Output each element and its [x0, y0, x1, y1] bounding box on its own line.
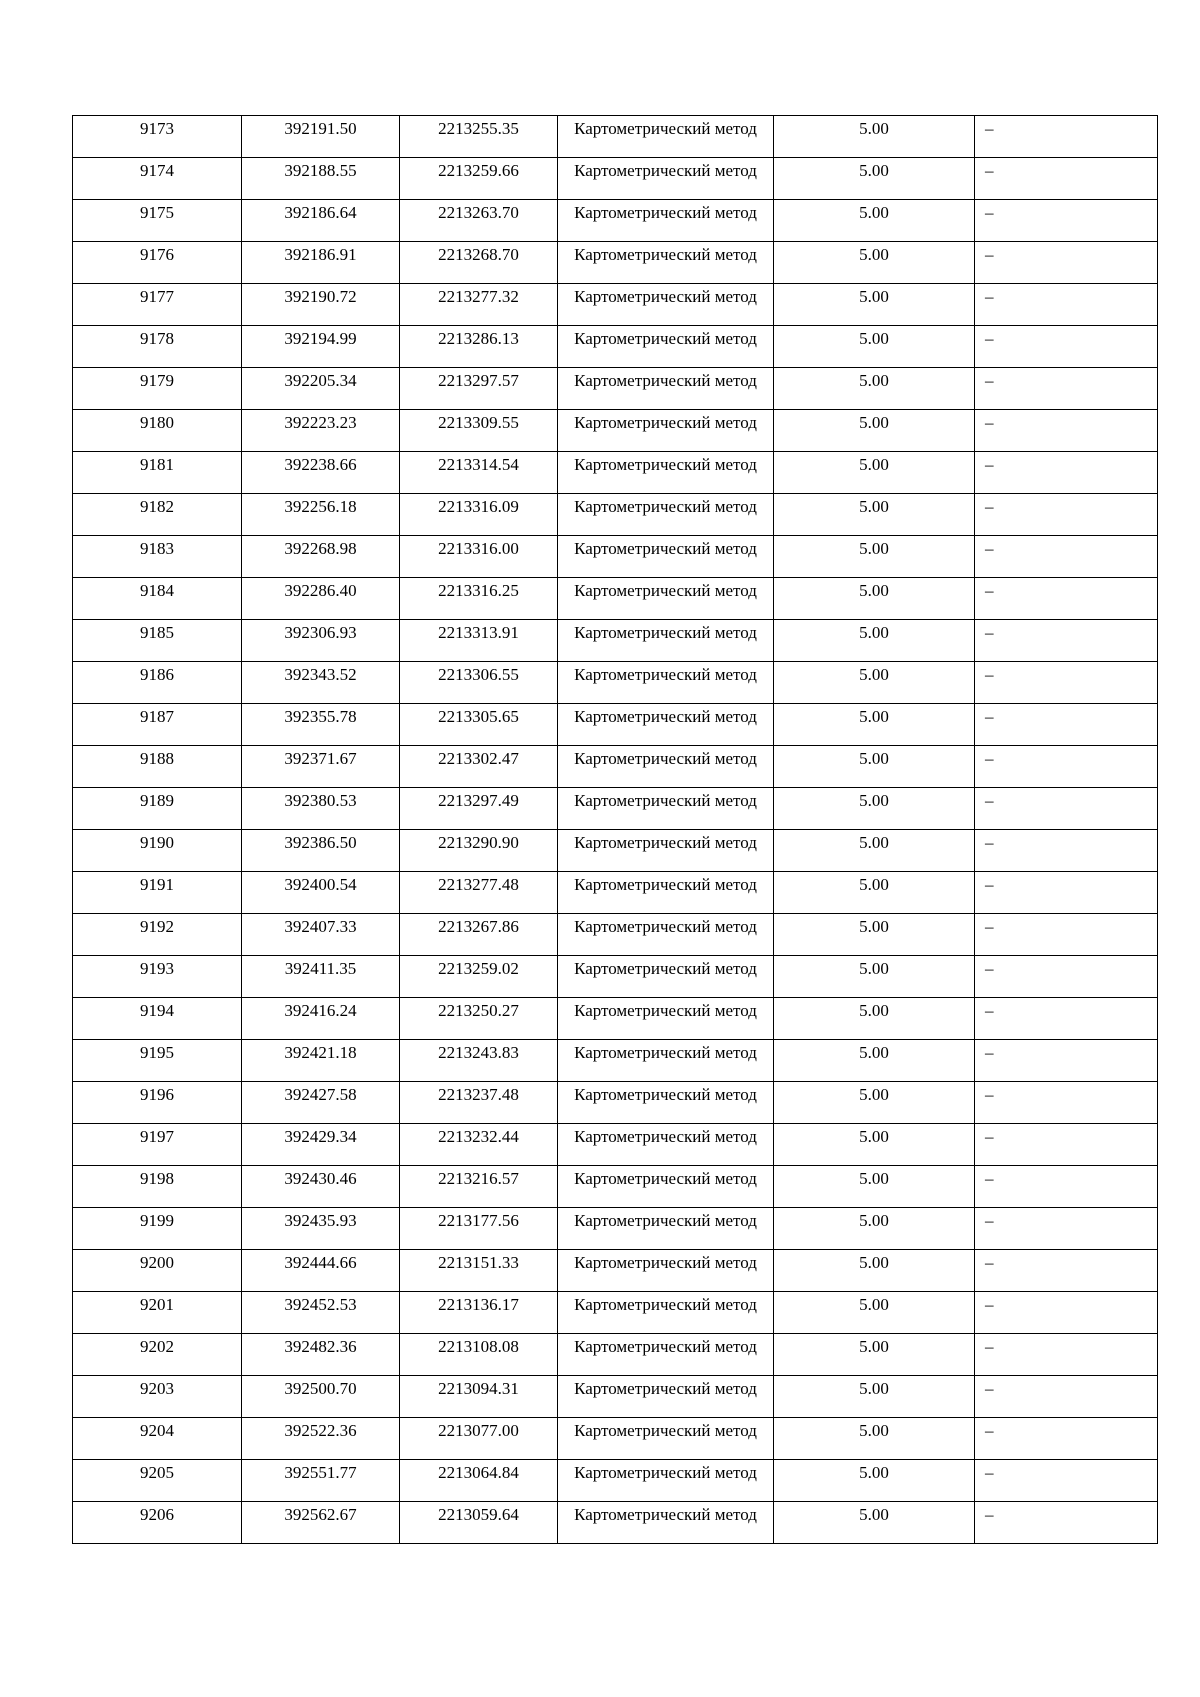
note-cell: – [975, 1376, 1158, 1418]
y-coordinate-cell: 2213259.66 [400, 158, 558, 200]
table-row [73, 956, 1158, 998]
point-number-cell: 9190 [73, 830, 242, 872]
method-cell: Картометрический метод [558, 1208, 774, 1250]
precision-cell: 5.00 [774, 914, 975, 956]
x-coordinate-cell: 392223.23 [242, 410, 400, 452]
table-row [73, 1040, 1158, 1082]
point-number-cell: 9178 [73, 326, 242, 368]
method-cell: Картометрический метод [558, 1124, 774, 1166]
precision-cell: 5.00 [774, 746, 975, 788]
note-cell: – [975, 1418, 1158, 1460]
note-cell: – [975, 200, 1158, 242]
y-coordinate-cell: 2213108.08 [400, 1334, 558, 1376]
y-coordinate-cell: 2213232.44 [400, 1124, 558, 1166]
x-coordinate-cell: 392427.58 [242, 1082, 400, 1124]
point-number-cell: 9200 [73, 1250, 242, 1292]
table-row [73, 1250, 1158, 1292]
precision-cell: 5.00 [774, 872, 975, 914]
y-coordinate-cell: 2213313.91 [400, 620, 558, 662]
table-row [73, 536, 1158, 578]
table-row [73, 368, 1158, 410]
precision-cell: 5.00 [774, 536, 975, 578]
method-cell: Картометрический метод [558, 410, 774, 452]
table-row [73, 158, 1158, 200]
method-cell: Картометрический метод [558, 914, 774, 956]
point-number-cell: 9187 [73, 704, 242, 746]
precision-cell: 5.00 [774, 158, 975, 200]
y-coordinate-cell: 2213177.56 [400, 1208, 558, 1250]
table-row [73, 326, 1158, 368]
point-number-cell: 9185 [73, 620, 242, 662]
precision-cell: 5.00 [774, 1292, 975, 1334]
y-coordinate-cell: 2213302.47 [400, 746, 558, 788]
note-cell: – [975, 1502, 1158, 1544]
precision-cell: 5.00 [774, 704, 975, 746]
table-row [73, 746, 1158, 788]
precision-cell: 5.00 [774, 242, 975, 284]
method-cell: Картометрический метод [558, 620, 774, 662]
note-cell: – [975, 326, 1158, 368]
note-cell: – [975, 368, 1158, 410]
precision-cell: 5.00 [774, 1166, 975, 1208]
precision-cell: 5.00 [774, 1208, 975, 1250]
method-cell: Картометрический метод [558, 536, 774, 578]
y-coordinate-cell: 2213243.83 [400, 1040, 558, 1082]
method-cell: Картометрический метод [558, 1166, 774, 1208]
x-coordinate-cell: 392416.24 [242, 998, 400, 1040]
precision-cell: 5.00 [774, 1040, 975, 1082]
precision-cell: 5.00 [774, 788, 975, 830]
method-cell: Картометрический метод [558, 368, 774, 410]
x-coordinate-cell: 392343.52 [242, 662, 400, 704]
x-coordinate-cell: 392186.91 [242, 242, 400, 284]
y-coordinate-cell: 2213094.31 [400, 1376, 558, 1418]
method-cell: Картометрический метод [558, 1460, 774, 1502]
point-number-cell: 9198 [73, 1166, 242, 1208]
x-coordinate-cell: 392562.67 [242, 1502, 400, 1544]
point-number-cell: 9192 [73, 914, 242, 956]
y-coordinate-cell: 2213314.54 [400, 452, 558, 494]
table-row [73, 830, 1158, 872]
point-number-cell: 9204 [73, 1418, 242, 1460]
point-number-cell: 9186 [73, 662, 242, 704]
method-cell: Картометрический метод [558, 746, 774, 788]
y-coordinate-cell: 2213077.00 [400, 1418, 558, 1460]
table-row [73, 1166, 1158, 1208]
y-coordinate-cell: 2213277.48 [400, 872, 558, 914]
x-coordinate-cell: 392371.67 [242, 746, 400, 788]
point-number-cell: 9193 [73, 956, 242, 998]
precision-cell: 5.00 [774, 1418, 975, 1460]
x-coordinate-cell: 392411.35 [242, 956, 400, 998]
note-cell: – [975, 1082, 1158, 1124]
point-number-cell: 9176 [73, 242, 242, 284]
y-coordinate-cell: 2213216.57 [400, 1166, 558, 1208]
x-coordinate-cell: 392186.64 [242, 200, 400, 242]
precision-cell: 5.00 [774, 830, 975, 872]
point-number-cell: 9181 [73, 452, 242, 494]
table-row [73, 410, 1158, 452]
note-cell: – [975, 1334, 1158, 1376]
table-row [73, 1208, 1158, 1250]
point-number-cell: 9180 [73, 410, 242, 452]
note-cell: – [975, 704, 1158, 746]
note-cell: – [975, 242, 1158, 284]
point-number-cell: 9203 [73, 1376, 242, 1418]
x-coordinate-cell: 392256.18 [242, 494, 400, 536]
y-coordinate-cell: 2213267.86 [400, 914, 558, 956]
y-coordinate-cell: 2213306.55 [400, 662, 558, 704]
method-cell: Картометрический метод [558, 788, 774, 830]
precision-cell: 5.00 [774, 998, 975, 1040]
table-row [73, 1418, 1158, 1460]
note-cell: – [975, 662, 1158, 704]
x-coordinate-cell: 392444.66 [242, 1250, 400, 1292]
y-coordinate-cell: 2213263.70 [400, 200, 558, 242]
point-number-cell: 9191 [73, 872, 242, 914]
note-cell: – [975, 1292, 1158, 1334]
x-coordinate-cell: 392205.34 [242, 368, 400, 410]
method-cell: Картометрический метод [558, 1040, 774, 1082]
table-row [73, 242, 1158, 284]
note-cell: – [975, 116, 1158, 158]
note-cell: – [975, 1460, 1158, 1502]
note-cell: – [975, 1124, 1158, 1166]
point-number-cell: 9188 [73, 746, 242, 788]
table-row [73, 872, 1158, 914]
point-number-cell: 9184 [73, 578, 242, 620]
y-coordinate-cell: 2213286.13 [400, 326, 558, 368]
precision-cell: 5.00 [774, 116, 975, 158]
note-cell: – [975, 788, 1158, 830]
y-coordinate-cell: 2213316.09 [400, 494, 558, 536]
precision-cell: 5.00 [774, 1124, 975, 1166]
y-coordinate-cell: 2213290.90 [400, 830, 558, 872]
x-coordinate-cell: 392268.98 [242, 536, 400, 578]
method-cell: Картометрический метод [558, 494, 774, 536]
point-number-cell: 9202 [73, 1334, 242, 1376]
y-coordinate-cell: 2213316.25 [400, 578, 558, 620]
table-row [73, 452, 1158, 494]
note-cell: – [975, 830, 1158, 872]
x-coordinate-cell: 392429.34 [242, 1124, 400, 1166]
point-number-cell: 9206 [73, 1502, 242, 1544]
y-coordinate-cell: 2213297.57 [400, 368, 558, 410]
precision-cell: 5.00 [774, 620, 975, 662]
method-cell: Картометрический метод [558, 284, 774, 326]
x-coordinate-cell: 392380.53 [242, 788, 400, 830]
point-number-cell: 9194 [73, 998, 242, 1040]
x-coordinate-cell: 392400.54 [242, 872, 400, 914]
table-row [73, 1376, 1158, 1418]
x-coordinate-cell: 392306.93 [242, 620, 400, 662]
y-coordinate-cell: 2213250.27 [400, 998, 558, 1040]
table-row [73, 578, 1158, 620]
x-coordinate-cell: 392194.99 [242, 326, 400, 368]
y-coordinate-cell: 2213297.49 [400, 788, 558, 830]
y-coordinate-cell: 2213151.33 [400, 1250, 558, 1292]
table-body [73, 116, 1158, 1544]
table-row [73, 1502, 1158, 1544]
table-row [73, 704, 1158, 746]
table-row [73, 620, 1158, 662]
method-cell: Картометрический метод [558, 1418, 774, 1460]
method-cell: Картометрический метод [558, 1292, 774, 1334]
point-number-cell: 9174 [73, 158, 242, 200]
point-number-cell: 9196 [73, 1082, 242, 1124]
note-cell: – [975, 284, 1158, 326]
precision-cell: 5.00 [774, 1376, 975, 1418]
point-number-cell: 9205 [73, 1460, 242, 1502]
y-coordinate-cell: 2213277.32 [400, 284, 558, 326]
precision-cell: 5.00 [774, 494, 975, 536]
method-cell: Картометрический метод [558, 578, 774, 620]
method-cell: Картометрический метод [558, 662, 774, 704]
table-row [73, 1292, 1158, 1334]
table-row [73, 1124, 1158, 1166]
method-cell: Картометрический метод [558, 830, 774, 872]
precision-cell: 5.00 [774, 1334, 975, 1376]
note-cell: – [975, 1208, 1158, 1250]
note-cell: – [975, 410, 1158, 452]
point-number-cell: 9182 [73, 494, 242, 536]
method-cell: Картометрический метод [558, 704, 774, 746]
note-cell: – [975, 1166, 1158, 1208]
x-coordinate-cell: 392452.53 [242, 1292, 400, 1334]
note-cell: – [975, 1040, 1158, 1082]
method-cell: Картометрический метод [558, 1334, 774, 1376]
note-cell: – [975, 452, 1158, 494]
point-number-cell: 9195 [73, 1040, 242, 1082]
method-cell: Картометрический метод [558, 116, 774, 158]
x-coordinate-cell: 392355.78 [242, 704, 400, 746]
y-coordinate-cell: 2213268.70 [400, 242, 558, 284]
y-coordinate-cell: 2213255.35 [400, 116, 558, 158]
y-coordinate-cell: 2213316.00 [400, 536, 558, 578]
note-cell: – [975, 494, 1158, 536]
method-cell: Картометрический метод [558, 1376, 774, 1418]
x-coordinate-cell: 392551.77 [242, 1460, 400, 1502]
y-coordinate-cell: 2213064.84 [400, 1460, 558, 1502]
method-cell: Картометрический метод [558, 956, 774, 998]
note-cell: – [975, 872, 1158, 914]
precision-cell: 5.00 [774, 410, 975, 452]
note-cell: – [975, 1250, 1158, 1292]
note-cell: – [975, 620, 1158, 662]
x-coordinate-cell: 392482.36 [242, 1334, 400, 1376]
x-coordinate-cell: 392407.33 [242, 914, 400, 956]
method-cell: Картометрический метод [558, 452, 774, 494]
precision-cell: 5.00 [774, 1082, 975, 1124]
method-cell: Картометрический метод [558, 1250, 774, 1292]
x-coordinate-cell: 392286.40 [242, 578, 400, 620]
x-coordinate-cell: 392430.46 [242, 1166, 400, 1208]
table-row [73, 494, 1158, 536]
point-number-cell: 9175 [73, 200, 242, 242]
note-cell: – [975, 578, 1158, 620]
x-coordinate-cell: 392386.50 [242, 830, 400, 872]
point-number-cell: 9173 [73, 116, 242, 158]
method-cell: Картометрический метод [558, 200, 774, 242]
note-cell: – [975, 536, 1158, 578]
point-number-cell: 9199 [73, 1208, 242, 1250]
note-cell: – [975, 998, 1158, 1040]
y-coordinate-cell: 2213309.55 [400, 410, 558, 452]
precision-cell: 5.00 [774, 1250, 975, 1292]
table-row [73, 116, 1158, 158]
x-coordinate-cell: 392190.72 [242, 284, 400, 326]
point-number-cell: 9197 [73, 1124, 242, 1166]
method-cell: Картометрический метод [558, 242, 774, 284]
note-cell: – [975, 914, 1158, 956]
point-number-cell: 9201 [73, 1292, 242, 1334]
x-coordinate-cell: 392500.70 [242, 1376, 400, 1418]
table-row [73, 1082, 1158, 1124]
x-coordinate-cell: 392191.50 [242, 116, 400, 158]
precision-cell: 5.00 [774, 200, 975, 242]
x-coordinate-cell: 392522.36 [242, 1418, 400, 1460]
method-cell: Картометрический метод [558, 998, 774, 1040]
precision-cell: 5.00 [774, 956, 975, 998]
table-row [73, 998, 1158, 1040]
precision-cell: 5.00 [774, 1502, 975, 1544]
table-row [73, 1334, 1158, 1376]
table-row [73, 1460, 1158, 1502]
precision-cell: 5.00 [774, 1460, 975, 1502]
precision-cell: 5.00 [774, 578, 975, 620]
y-coordinate-cell: 2213059.64 [400, 1502, 558, 1544]
note-cell: – [975, 746, 1158, 788]
y-coordinate-cell: 2213136.17 [400, 1292, 558, 1334]
point-number-cell: 9179 [73, 368, 242, 410]
y-coordinate-cell: 2213237.48 [400, 1082, 558, 1124]
table-row [73, 200, 1158, 242]
method-cell: Картометрический метод [558, 1502, 774, 1544]
x-coordinate-cell: 392188.55 [242, 158, 400, 200]
method-cell: Картометрический метод [558, 158, 774, 200]
x-coordinate-cell: 392238.66 [242, 452, 400, 494]
point-number-cell: 9183 [73, 536, 242, 578]
y-coordinate-cell: 2213259.02 [400, 956, 558, 998]
precision-cell: 5.00 [774, 326, 975, 368]
note-cell: – [975, 158, 1158, 200]
precision-cell: 5.00 [774, 368, 975, 410]
method-cell: Картометрический метод [558, 1082, 774, 1124]
method-cell: Картометрический метод [558, 326, 774, 368]
table-row [73, 914, 1158, 956]
method-cell: Картометрический метод [558, 872, 774, 914]
precision-cell: 5.00 [774, 284, 975, 326]
y-coordinate-cell: 2213305.65 [400, 704, 558, 746]
coordinates-table [72, 115, 1158, 1544]
x-coordinate-cell: 392421.18 [242, 1040, 400, 1082]
precision-cell: 5.00 [774, 662, 975, 704]
precision-cell: 5.00 [774, 452, 975, 494]
point-number-cell: 9177 [73, 284, 242, 326]
point-number-cell: 9189 [73, 788, 242, 830]
note-cell: – [975, 956, 1158, 998]
table-row [73, 662, 1158, 704]
x-coordinate-cell: 392435.93 [242, 1208, 400, 1250]
table-row [73, 788, 1158, 830]
table-row [73, 284, 1158, 326]
